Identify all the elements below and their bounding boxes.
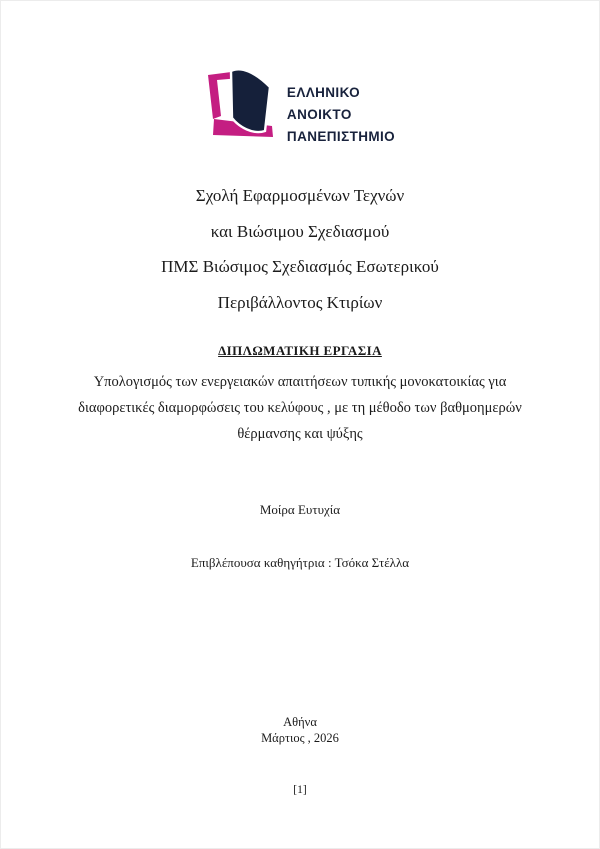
school-programme — [1, 178, 599, 320]
university-name-line1: ΕΛΛΗΝΙΚΟ — [286, 85, 361, 100]
open-book-logo-icon — [205, 69, 277, 147]
date: Μάρτιος , 2026 — [261, 730, 339, 745]
thesis-title-line1: Υπολογισμός των ενεργειακών απαιτήσεων τυπικής μονοκατοικίας για — [93, 374, 507, 390]
logo-page-shape — [231, 69, 270, 132]
university-logo — [1, 69, 599, 148]
thesis-title — [1, 369, 599, 447]
programme-line1: ΠΜΣ Βιώσιμος Σχεδιασμός Εσωτερικού — [161, 257, 439, 276]
author-name: Μοίρα Ευτυχία — [259, 502, 341, 517]
school-line1: Σχολή Εφαρμοσμένων Τεχνών — [195, 186, 405, 205]
city: Αθήνα — [283, 715, 317, 729]
university-name — [287, 82, 395, 148]
city-date — [1, 715, 599, 746]
school-line2: και Βιώσιμου Σχεδιασμού — [210, 221, 390, 241]
university-name-line3: ΠΑΝΕΠΙΣΤΗΜΙΟ — [286, 129, 396, 144]
thesis-heading: ΔΙΠΛΩΜΑΤΙΚΗ ΕΡΓΑΣΙΑ — [218, 343, 382, 358]
programme-line2: Περιβάλλοντος Κτιρίων — [217, 292, 383, 312]
supervisor-name: Επιβλέπουσα καθηγήτρια : Τσόκα Στέλλα — [190, 555, 410, 570]
university-name-line2: ΑΝΟΙΚΤΟ — [286, 107, 352, 122]
page-number: [1] — [293, 784, 307, 796]
thesis-title-line2: διαφορετικές διαμορφώσεις του κελύφους , με τη μέθοδο των βαθμοημερών — [78, 400, 522, 416]
thesis-title-line3: θέρμανσης και ψύξης — [237, 426, 363, 442]
